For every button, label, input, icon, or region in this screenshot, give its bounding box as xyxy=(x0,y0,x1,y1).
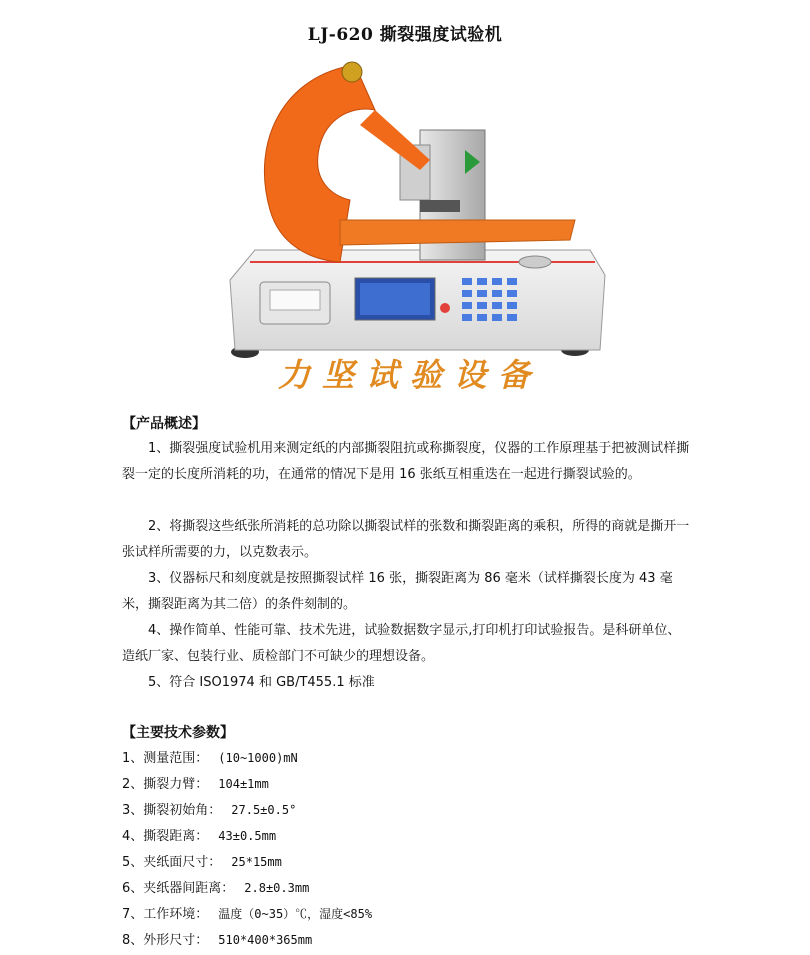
overview-paragraph: 5、符合 ISO1974 和 GB/T455.1 标准 xyxy=(148,675,375,690)
specs-heading: 【主要技术参数】 xyxy=(122,725,234,741)
spec-label: 3、撕裂初始角： xyxy=(122,803,222,818)
spec-value: (10~1000)mN xyxy=(218,751,298,765)
spec-item xyxy=(122,878,309,899)
spec-value: 43±0.5mm xyxy=(218,829,277,843)
product-image xyxy=(190,50,630,394)
overview-paragraph: 1、撕裂强度试验机用来测定纸的内部撕裂阻抗或称撕裂度，仪器的工作原理基于把被测试样撕裂一定的长度所消耗的功，在通常的情况下是用 16 张纸互相重迭在一起进行撕裂试验的。 xyxy=(122,441,690,482)
spec-item xyxy=(122,904,372,925)
spec-item xyxy=(122,930,312,951)
spec-value: 104±1mm xyxy=(218,777,269,791)
spec-label: 2、撕裂力臂： xyxy=(122,777,209,792)
spec-label: 7、工作环境： xyxy=(122,907,209,922)
spec-item xyxy=(122,826,276,847)
spec-value: 25*15mm xyxy=(231,855,282,869)
spec-label: 1、测量范围： xyxy=(122,751,209,766)
spec-item xyxy=(122,800,296,821)
spec-value: 温度（0~35）℃，湿度<85% xyxy=(218,907,373,921)
overview-heading: 【产品概述】 xyxy=(122,416,206,432)
spec-value: 2.8±0.3mm xyxy=(244,881,310,895)
page-title: LJ-620 撕裂强度试验机 xyxy=(307,25,503,45)
overview-paragraph: 3、仪器标尺和刻度就是按照撕裂试样 16 张，撕裂距离为 86 毫米（试样撕裂长度为 43 毫米，撕裂距离为其二倍）的条件刻制的。 xyxy=(122,571,673,612)
spec-label: 5、夹纸面尺寸： xyxy=(122,855,222,870)
spec-item xyxy=(122,852,282,873)
overview-paragraph: 2、将撕裂这些纸张所消耗的总功除以撕裂试样的张数和撕裂距离的乘积，所得的商就是撕开一张试样所需要的力，以克数表示。 xyxy=(122,519,690,560)
brand-watermark: 力坚试验设备 xyxy=(277,356,542,394)
spec-value: 510*400*365mm xyxy=(218,933,313,947)
spec-item xyxy=(122,774,269,795)
overview-paragraph: 4、操作简单、性能可靠、技术先进，试验数据数字显示,打印机打印试验报告。是科研单位、造纸厂家、包装行业、质检部门不可缺少的理想设备。 xyxy=(122,623,681,664)
spec-label: 8、外形尺寸： xyxy=(122,933,209,948)
spec-label: 4、撕裂距离： xyxy=(122,829,209,844)
spec-value: 27.5±0.5° xyxy=(231,803,297,817)
tear-tester-machine-icon xyxy=(190,50,630,390)
spec-label: 6、夹纸器间距离： xyxy=(122,881,235,896)
spec-item xyxy=(122,748,298,769)
